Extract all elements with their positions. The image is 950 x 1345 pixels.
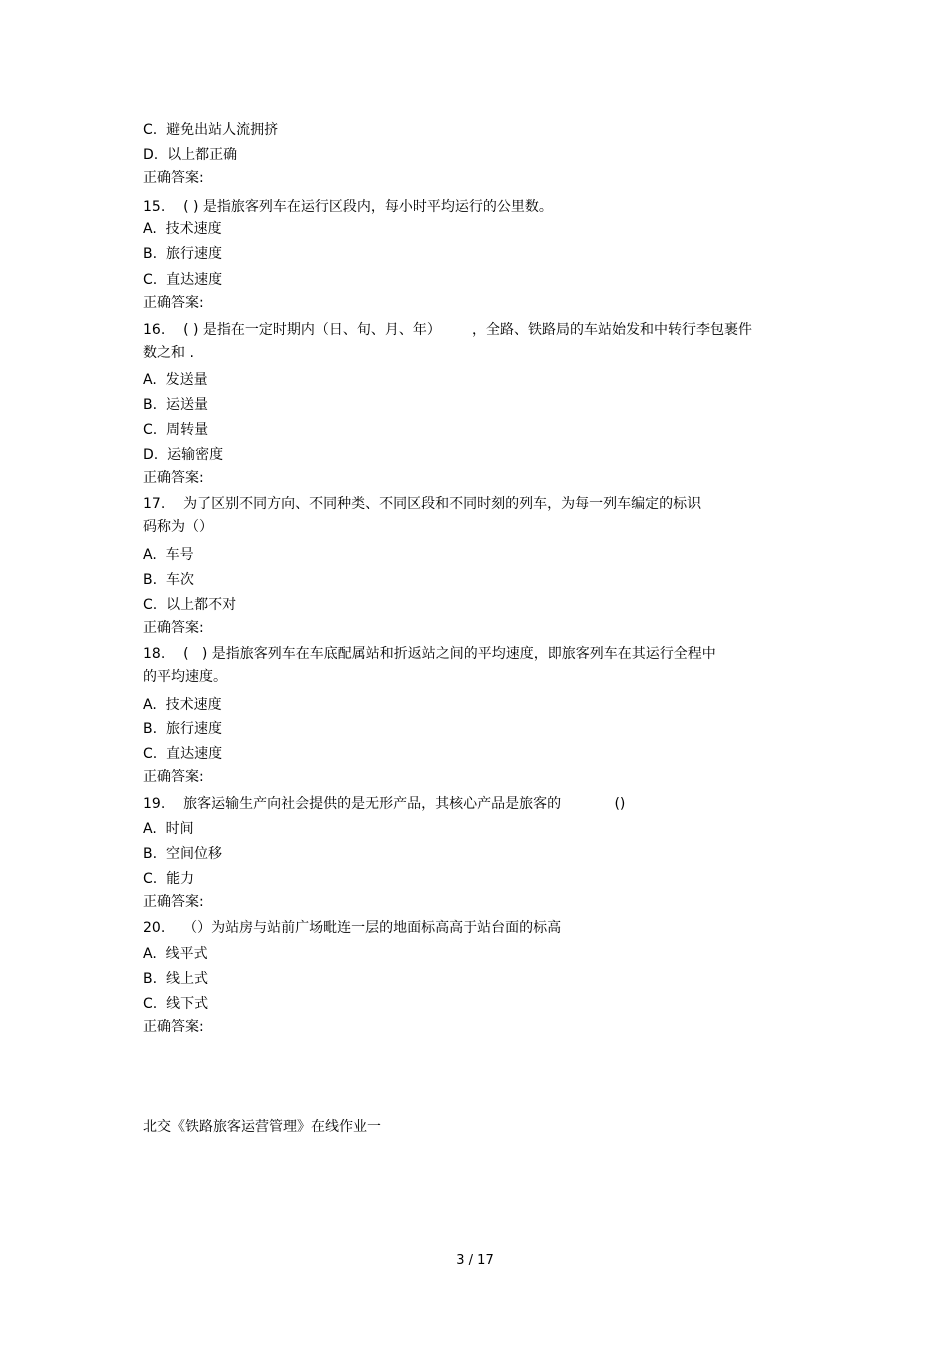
option-b-15: B. 旅行速度	[143, 246, 222, 262]
page-number: 3 / 17	[456, 1253, 494, 1268]
question-17-line1: 17. 为了区别不同方向、不同种类、不同区段和不同时刻的列车，为每一列车编定的标识	[143, 496, 702, 512]
option-d-14: D. 以上都正确	[143, 147, 238, 163]
option-a-18: A. 技术速度	[143, 697, 222, 713]
question-20: 20. （）为站房与站前广场毗连一层的地面标高高于站台面的标高	[143, 920, 562, 936]
answer-label-14: 正确答案:	[143, 170, 204, 186]
option-c-14: C. 避免出站人流拥挤	[143, 122, 279, 138]
option-d-16: D. 运输密度	[143, 447, 224, 463]
option-c-18: C. 直达速度	[143, 746, 223, 762]
answer-label-16: 正确答案:	[143, 470, 204, 486]
option-c-17: C. 以上都不对	[143, 597, 237, 613]
question-19: 19. 旅客运输生产向社会提供的是无形产品，其核心产品是旅客的 ()	[143, 796, 626, 812]
question-16-line1: 16. ( ) 是指在一定时期内（日、旬、月、年） ，全路、铁路局的车站始发和中转行李包裹件	[143, 322, 753, 338]
option-a-15: A. 技术速度	[143, 221, 222, 237]
option-c-20: C. 线下式	[143, 996, 209, 1012]
option-c-15: C. 直达速度	[143, 272, 223, 288]
option-c-19: C. 能力	[143, 871, 195, 887]
question-18-line2: 的平均速度。	[143, 669, 227, 685]
option-a-16: A. 发送量	[143, 372, 208, 388]
option-a-20: A. 线平式	[143, 946, 208, 962]
answer-label-20: 正确答案:	[143, 1019, 204, 1035]
option-b-16: B. 运送量	[143, 397, 208, 413]
question-15: 15. ( ) 是指旅客列车在运行区段内，每小时平均运行的公里数。	[143, 199, 553, 215]
option-b-20: B. 线上式	[143, 971, 208, 987]
question-16-line2: 数之和 .	[143, 345, 194, 361]
answer-label-17: 正确答案:	[143, 620, 204, 636]
section-heading: 北交《铁路旅客运营管理》在线作业一	[143, 1119, 381, 1135]
answer-label-19: 正确答案:	[143, 894, 204, 910]
option-a-19: A. 时间	[143, 821, 194, 837]
question-18-line1: 18. ( ) 是指旅客列车在车底配属站和折返站之间的平均速度，即旅客列车在其运行全程中	[143, 646, 716, 662]
option-c-16: C. 周转量	[143, 422, 209, 438]
option-b-19: B. 空间位移	[143, 846, 222, 862]
answer-label-15: 正确答案:	[143, 295, 204, 311]
option-b-18: B. 旅行速度	[143, 721, 222, 737]
option-b-17: B. 车次	[143, 572, 194, 588]
answer-label-18: 正确答案:	[143, 769, 204, 785]
option-a-17: A. 车号	[143, 547, 194, 563]
question-17-line2: 码称为（）	[143, 519, 213, 535]
